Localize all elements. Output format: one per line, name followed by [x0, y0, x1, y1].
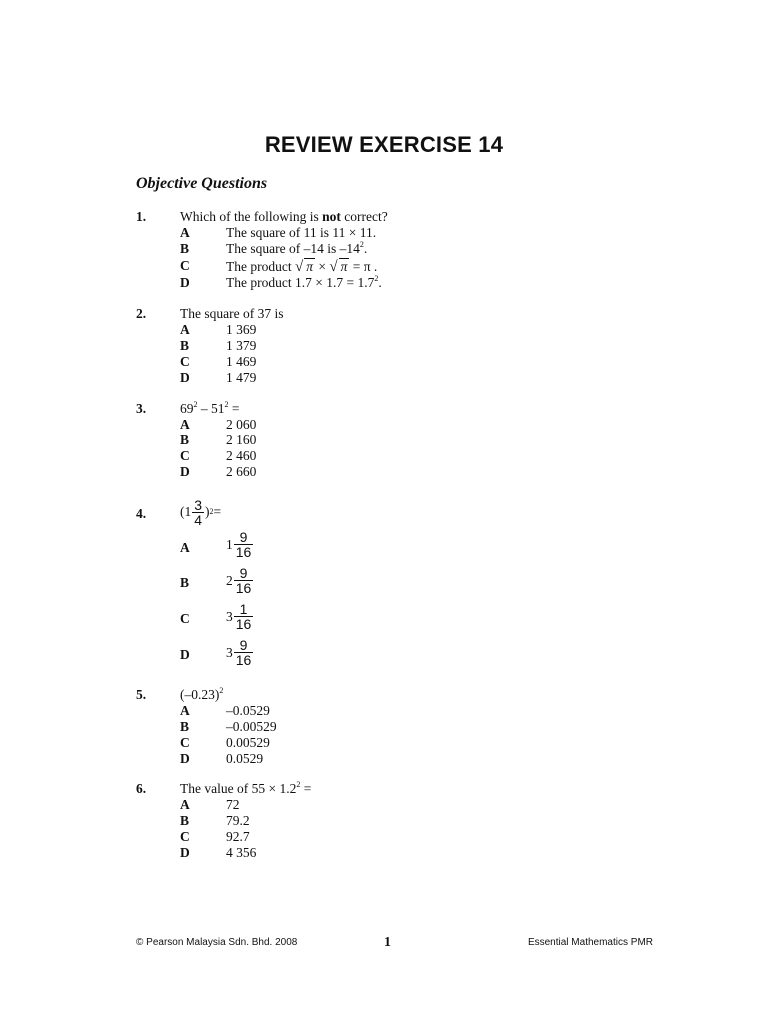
- option-letter: D: [180, 275, 190, 290]
- question-number: 1.: [136, 209, 147, 224]
- option-letter: D: [180, 845, 190, 860]
- option-text: 72: [226, 797, 240, 812]
- option-letter: C: [180, 735, 190, 750]
- option-text: 1 379: [226, 338, 257, 353]
- option-mixed-number: 2 $\frac{9}{16}$: [226, 565, 252, 596]
- question-number: 4.: [136, 506, 147, 521]
- option-text: 2 060: [226, 417, 257, 432]
- option-letter: A: [180, 703, 190, 718]
- option-text: 1 369: [226, 322, 257, 337]
- option-letter: C: [180, 258, 190, 273]
- option-text: –0.0529: [226, 703, 270, 718]
- option-letter: A: [180, 540, 190, 555]
- radicand: π: [306, 259, 313, 274]
- question-stem: (1 $\frac{3}{4}$ ) 2 =: [180, 496, 222, 528]
- option-letter: D: [180, 751, 190, 766]
- question-stem: $69^2 - 51^2$ =: [180, 400, 240, 416]
- option-mixed-number: 3 $\frac{9}{16}$: [226, 637, 252, 668]
- option-letter: B: [180, 719, 190, 734]
- question-number: 6.: [136, 781, 147, 796]
- square-root-sign: √: [294, 259, 304, 275]
- page-title: REVIEW EXERCISE 14: [264, 132, 504, 157]
- option-letter: B: [180, 575, 190, 590]
- option-text: The square of –14 is $-14^2$.: [226, 240, 368, 256]
- option-text: The square of 11 is 11 × 11.: [226, 225, 377, 240]
- option-text: 1 479: [226, 370, 257, 385]
- question-stem: The value of $55 \times 1.2^2$ =: [180, 780, 312, 796]
- option-letter: B: [180, 432, 190, 447]
- option-text: 2 460: [226, 448, 257, 463]
- fraction: $\frac{3}{4}$: [194, 496, 203, 528]
- option-text: 2 660: [226, 464, 257, 479]
- footer-book-title: Essential Mathematics PMR: [527, 937, 653, 948]
- section-heading: Objective Questions: [136, 175, 268, 192]
- fraction: $\frac{9}{16}$: [235, 529, 252, 560]
- option-text: –0.00529: [226, 719, 277, 734]
- option-letter: D: [180, 464, 190, 479]
- fraction: $\frac{9}{16}$: [235, 565, 252, 596]
- question-number: 2.: [136, 306, 147, 321]
- option-letter: C: [180, 611, 190, 626]
- option-letter: B: [180, 338, 190, 353]
- question-number: 3.: [136, 401, 147, 416]
- option-letter: B: [180, 813, 190, 828]
- question-stem: $(-0.23)^2$: [180, 686, 224, 702]
- square-root-sign: √: [329, 259, 338, 275]
- option-text: 2 160: [226, 432, 257, 447]
- option-text: 4 356: [226, 845, 257, 860]
- option-text: 0.0529: [226, 751, 264, 766]
- option-letter: B: [180, 241, 190, 256]
- fraction: $\frac{1}{16}$: [235, 601, 252, 632]
- option-text: 92.7: [226, 829, 250, 844]
- option-text: 79.2: [226, 813, 250, 828]
- fraction: $\frac{9}{16}$: [235, 637, 252, 668]
- option-text: 0.00529: [226, 735, 270, 750]
- option-letter: D: [180, 647, 190, 662]
- option-letter: A: [180, 225, 190, 240]
- question-stem: Which of the following is not correct?: [180, 209, 388, 224]
- radicand: π: [340, 259, 348, 274]
- option-letter: A: [180, 417, 190, 432]
- footer-copyright: © Pearson Malaysia Sdn. Bhd. 2008: [136, 937, 298, 948]
- option-text: 1 469: [226, 354, 257, 369]
- option-letter: D: [180, 370, 190, 385]
- option-text: The product √ π × √ π = π .: [226, 259, 378, 275]
- option-letter: A: [180, 797, 190, 812]
- option-letter: C: [180, 829, 190, 844]
- option-text: The product $1.7 \times 1.7 = 1.7^2$.: [226, 274, 382, 290]
- option-mixed-number: 1 $\frac{9}{16}$: [226, 529, 252, 560]
- option-mixed-number: 3 $\frac{1}{16}$: [226, 601, 252, 632]
- option-letter: A: [180, 322, 190, 337]
- option-letter: C: [180, 448, 190, 463]
- question-stem: The square of 37 is: [180, 306, 284, 321]
- option-letter: C: [180, 354, 190, 369]
- question-number: 5.: [136, 687, 147, 702]
- page-number: 1: [384, 935, 391, 950]
